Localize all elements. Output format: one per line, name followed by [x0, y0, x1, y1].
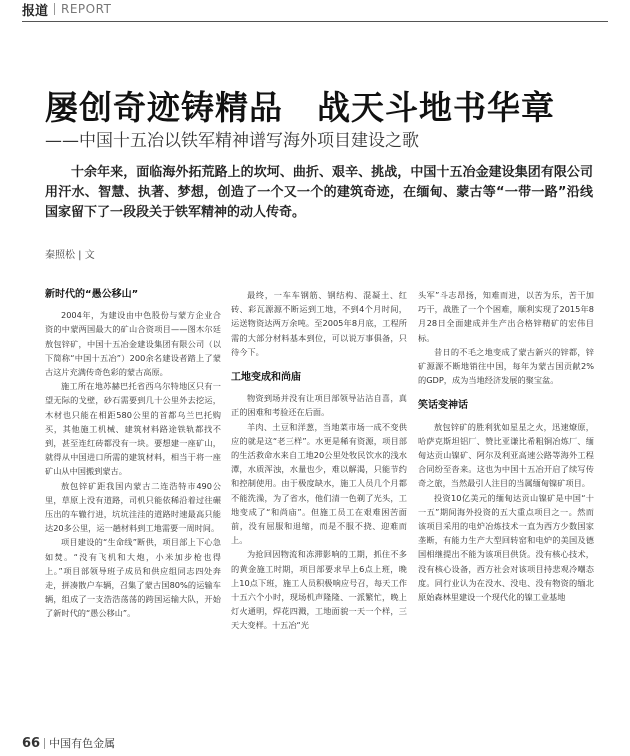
article-title: 屡创奇迹铸精品 战天斗地书华章	[45, 88, 555, 127]
paragraph: 物资到场并没有让项目部领导沾沾自喜，真正的困难和考验还在后面。	[231, 393, 407, 418]
article-author: 秦照松 | 文	[45, 250, 95, 261]
paragraph: 为抢回因物流和冻滞影响的工期，抓住不多的黄金施工时期，项目部要求早上6点上班，晚上10点下班，施工人员积极响应号召，每天工作十五六个小时，现场机声隆隆、一派繁忙，晚上灯火通明，焊花四溅，工地面貌一天一个样，三天大变样。十五冶“光	[231, 549, 407, 631]
paragraph: 施工所在地苏赫巴托省西乌尔特地区只有一望无际的戈壁，砂石需要到几十公里外去挖运，木材也只能在相距580公里的首都乌兰巴托购买，其他施工机械、建筑材料路途铁轨都找不到，甚至连红砖都没有一块。要想建一座矿山，就得从中国进口所需的建筑材料，相当于将一座矿山从中国搬到蒙古。	[45, 381, 221, 477]
paragraph: 项目建设的“生命线”断供，项目部上下心急如焚。“没有飞机和大炮，小米加步枪也得上。”项目部领导班子成员和供应组同志四处奔走，拼凑散户车辆，召集了蒙古国80%的运输车辆，组成了一支浩浩荡荡的跨国运输大队，开始了新时代的“愚公移山”。	[45, 537, 221, 619]
footer-divider	[44, 738, 45, 749]
paragraph: 2004年，为建设由中色股份与蒙方企业合资的中蒙两国最大的矿山合资项目——图木尔廷敖包锌矿，中国十五冶金建设集团有限公司（以下简称“中国十五冶”）200余名建设者踏上了蒙古这片充满传奇色彩的蒙古高原。	[45, 310, 221, 378]
section-label: 报道	[22, 3, 49, 19]
text-column-2	[231, 288, 407, 633]
article-lead: 十余年来，面临海外拓荒路上的坎坷、曲折、艰辛、挑战，中国十五冶金建设集团有限公司用汗水、智慧、执著、梦想，创造了一个又一个的建筑奇迹，在缅甸、蒙古等“一带一路”沿线国家留下了一段段关于铁军精神的动人传奇。	[45, 165, 593, 220]
paragraph: 敖包锌矿的胜利犹如星星之火，迅速燎原，哈萨克斯坦铝厂、赞比亚谦比希粗铜冶炼厂、缅甸达贡山镍矿、阿尔及利亚高速公路等海外工程合同纷至沓来。这也为中国十五冶开启了续写传奇之旅，当然最引人注目的当属缅甸镍矿项目。	[418, 421, 594, 489]
section-header	[22, 0, 111, 18]
header-divider	[54, 3, 55, 15]
magazine-name: 中国有色金属	[49, 737, 116, 750]
page-footer	[22, 735, 115, 751]
paragraph: 头军”斗志昂扬，知难而进，以苦为乐，苦干加巧干，战胜了一个个困难，顺利实现了2015年8月28日全面建成并生产出合格锌精矿的宏伟目标。	[418, 290, 594, 343]
text-column-1	[45, 288, 221, 621]
header-rule	[22, 21, 608, 22]
paragraph: 最终，一车车钢筋、钢结构、混凝土、红砖、彩瓦源源不断运到工地，不到4个月时间，运送物资达两万余吨。至2005年8月底，工程所需的大部分材料基本到位，可以说万事俱备，只待今下。	[231, 290, 407, 357]
text-column-3	[418, 288, 594, 604]
article-subtitle: ——中国十五冶以铁军精神谱写海外项目建设之歌	[45, 131, 419, 151]
paragraph: 投资10亿美元的缅甸达贡山镍矿是中国“十一五”期间海外投资的五大重点项目之一。然而该项目采用的电炉冶炼技术一直为西方少数国家垄断，有能力生产大型回转窑和电炉的美国及德国相继提出不能为该项目供货。没有核心技术，没有核心设备，西方社会对该项目持悲观冷嘲态度。同行业认为在没水、没电、没有物资的缅北原始森林里建设一个现代化的镍工业基地	[418, 492, 594, 603]
section-heading: 新时代的“愚公移山”	[45, 289, 139, 300]
section-heading: 工地变成和尚庙	[231, 372, 301, 384]
paragraph: 羊肉、土豆和洋葱，当地菜市场一成不变供应的就是这“老三样”。水更是稀有资源，项目部的生活救命水来自工地20公里处牧民饮水的浅水潭，水质浑浊，水量也少，难以解渴，只能节约和控制使用。由于极度缺水，施工人员几个月都不能洗澡，为了省水，他们清一色剃了光头，工地变成了“和尚庙”。但施工员工在艰难困苦面前，没有屈服和退缩，而是不服不挠、迎难而上。	[231, 421, 407, 546]
page-number: 66	[22, 735, 41, 751]
paragraph: 昔日的不毛之地变成了蒙古新兴的锌都，锌矿源源不断地销往中国，每年为蒙古国贡献2%的GDP，成为当地经济发展的聚宝盆。	[418, 346, 594, 386]
section-heading: 笑话变神话	[418, 400, 468, 412]
paragraph: 敖包锌矿距我国内蒙古二连浩特市490公里，草原上没有道路，司机只能依稀沿着过往碾压出的车辙行进，坑坑洼洼的道路时速最高只能达20多公里，运一趟材料到工地需要一周时间。	[45, 480, 221, 534]
section-label-en: REPORT	[61, 2, 112, 16]
